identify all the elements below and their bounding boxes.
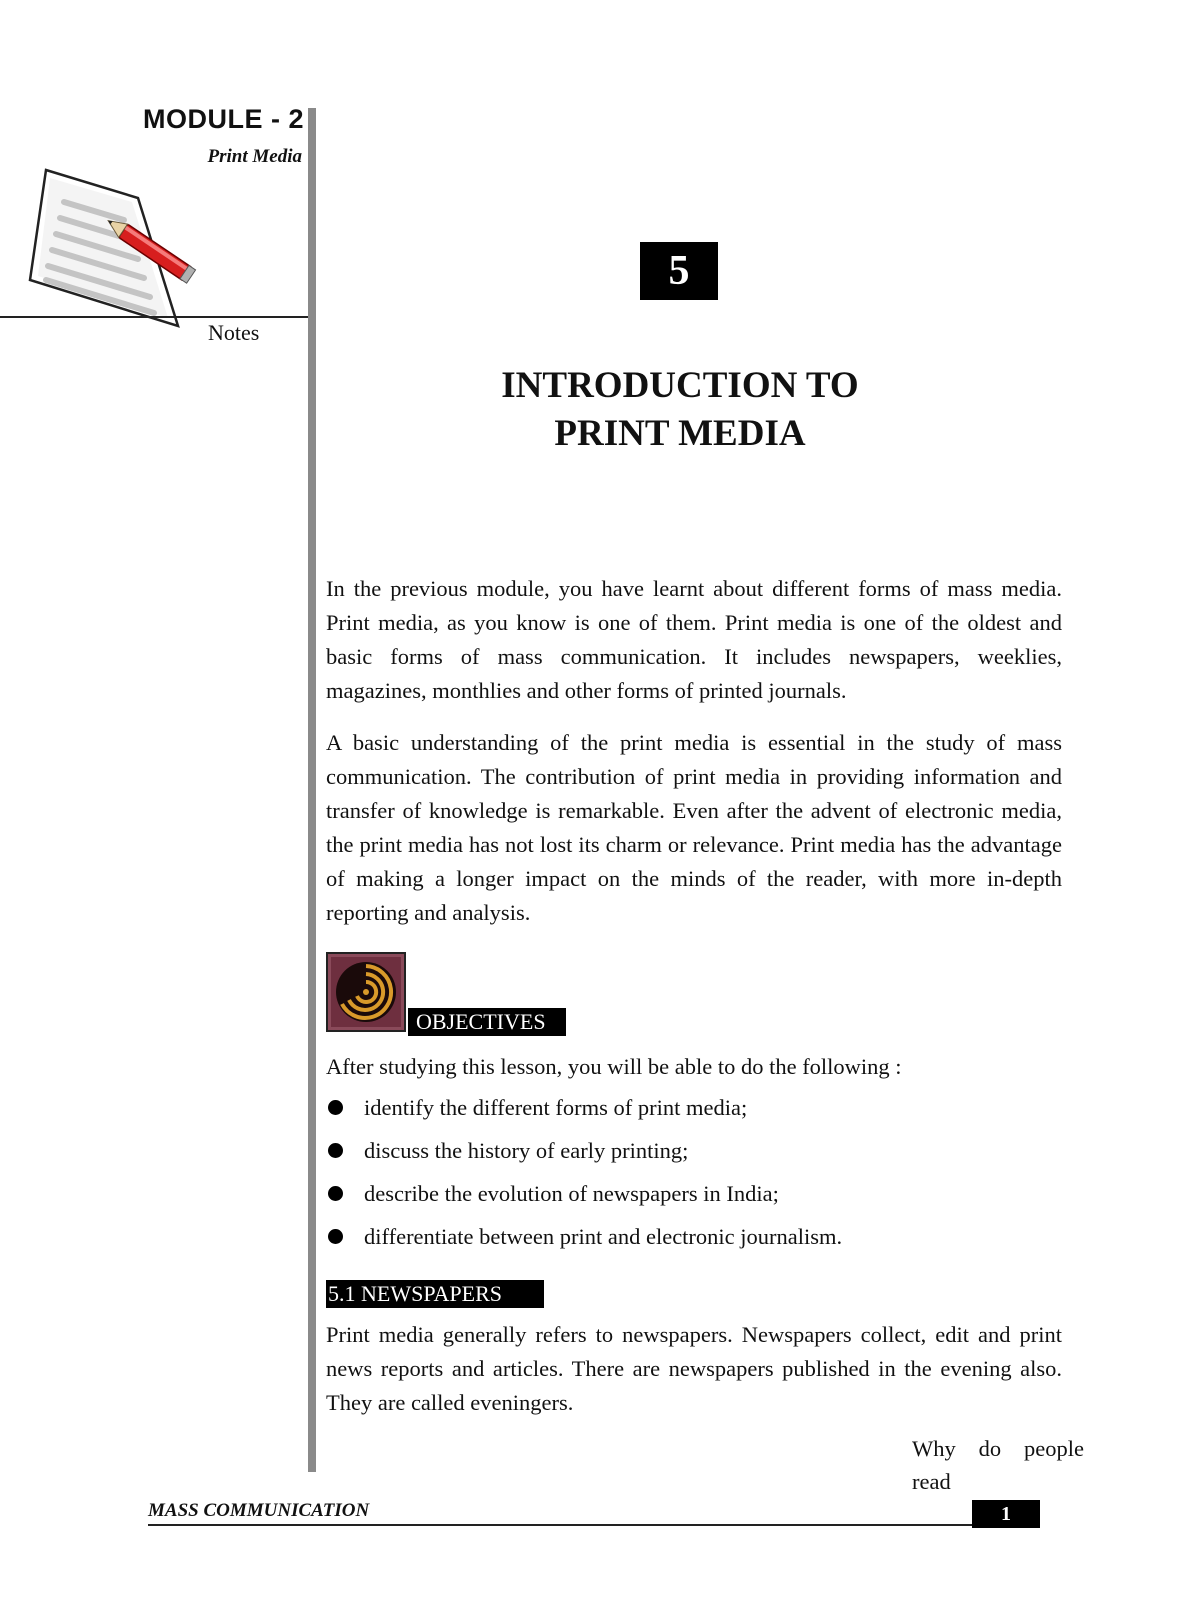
section-heading: 5.1 NEWSPAPERS	[326, 1280, 544, 1308]
side-question-line1: Why do people	[912, 1436, 1084, 1461]
section-paragraph: Print media generally refers to newspapers. Newspapers collect, edit and print news reports and articles. There are newspapers published in the evening also. They are called eveningers.	[326, 1322, 1062, 1415]
module-subject: Print Media	[207, 146, 302, 167]
notes-pencil-icon	[28, 168, 208, 334]
bullet-icon	[328, 1186, 343, 1201]
chapter-title-line2: PRINT MEDIA	[554, 413, 806, 454]
page-number: 1	[972, 1500, 1040, 1528]
footer-course: MASS COMMUNICATION	[148, 1500, 370, 1521]
objectives-intro: After studying this lesson, you will be able to do the following :	[326, 1054, 902, 1079]
objectives-heading: OBJECTIVES	[408, 1008, 566, 1036]
bullet-icon	[328, 1143, 343, 1158]
list-item	[326, 1093, 842, 1136]
objectives-target-icon	[326, 952, 406, 1032]
side-question-line2: read	[912, 1469, 951, 1494]
list-item	[326, 1222, 842, 1265]
chapter-number: 5	[640, 242, 718, 300]
objective-text: describe the evolution of newspapers in India;	[364, 1181, 779, 1206]
bullet-icon	[328, 1100, 343, 1115]
footer-rule	[148, 1524, 1040, 1526]
margin-rule	[308, 108, 316, 1472]
list-item	[326, 1179, 842, 1222]
side-question	[912, 1432, 1084, 1498]
objectives-list	[326, 1093, 842, 1265]
module-title: MODULE - 2	[142, 104, 304, 134]
objective-text: discuss the history of early printing;	[364, 1138, 689, 1163]
bullet-icon	[328, 1229, 343, 1244]
chapter-title-line1: INTRODUCTION TO	[501, 365, 859, 406]
intro-paragraph-2: A basic understanding of the print media is essential in the study of mass communication. The contribution of print media in providing information and transfer of knowledge is remarkable. Even after the advent of electronic media, the print media has not lost its charm or relevance. Print media has the advantage of making a longer impact on the minds of the reader, with more in-depth reporting and analysis.	[326, 730, 1062, 925]
list-item	[326, 1136, 842, 1179]
objective-text: identify the different forms of print media;	[364, 1095, 748, 1120]
chapter-title	[400, 362, 960, 458]
objective-text: differentiate between print and electronic journalism.	[364, 1224, 843, 1249]
notes-label: Notes	[208, 320, 260, 345]
notes-divider	[0, 316, 308, 318]
intro-paragraph-1: In the previous module, you have learnt about different forms of mass media. Print media, as you know is one of them. Print media is one of the oldest and basic forms of mass communication. It includes newspapers, weeklies, magazines, monthlies and other forms of printed journals.	[326, 576, 1062, 703]
